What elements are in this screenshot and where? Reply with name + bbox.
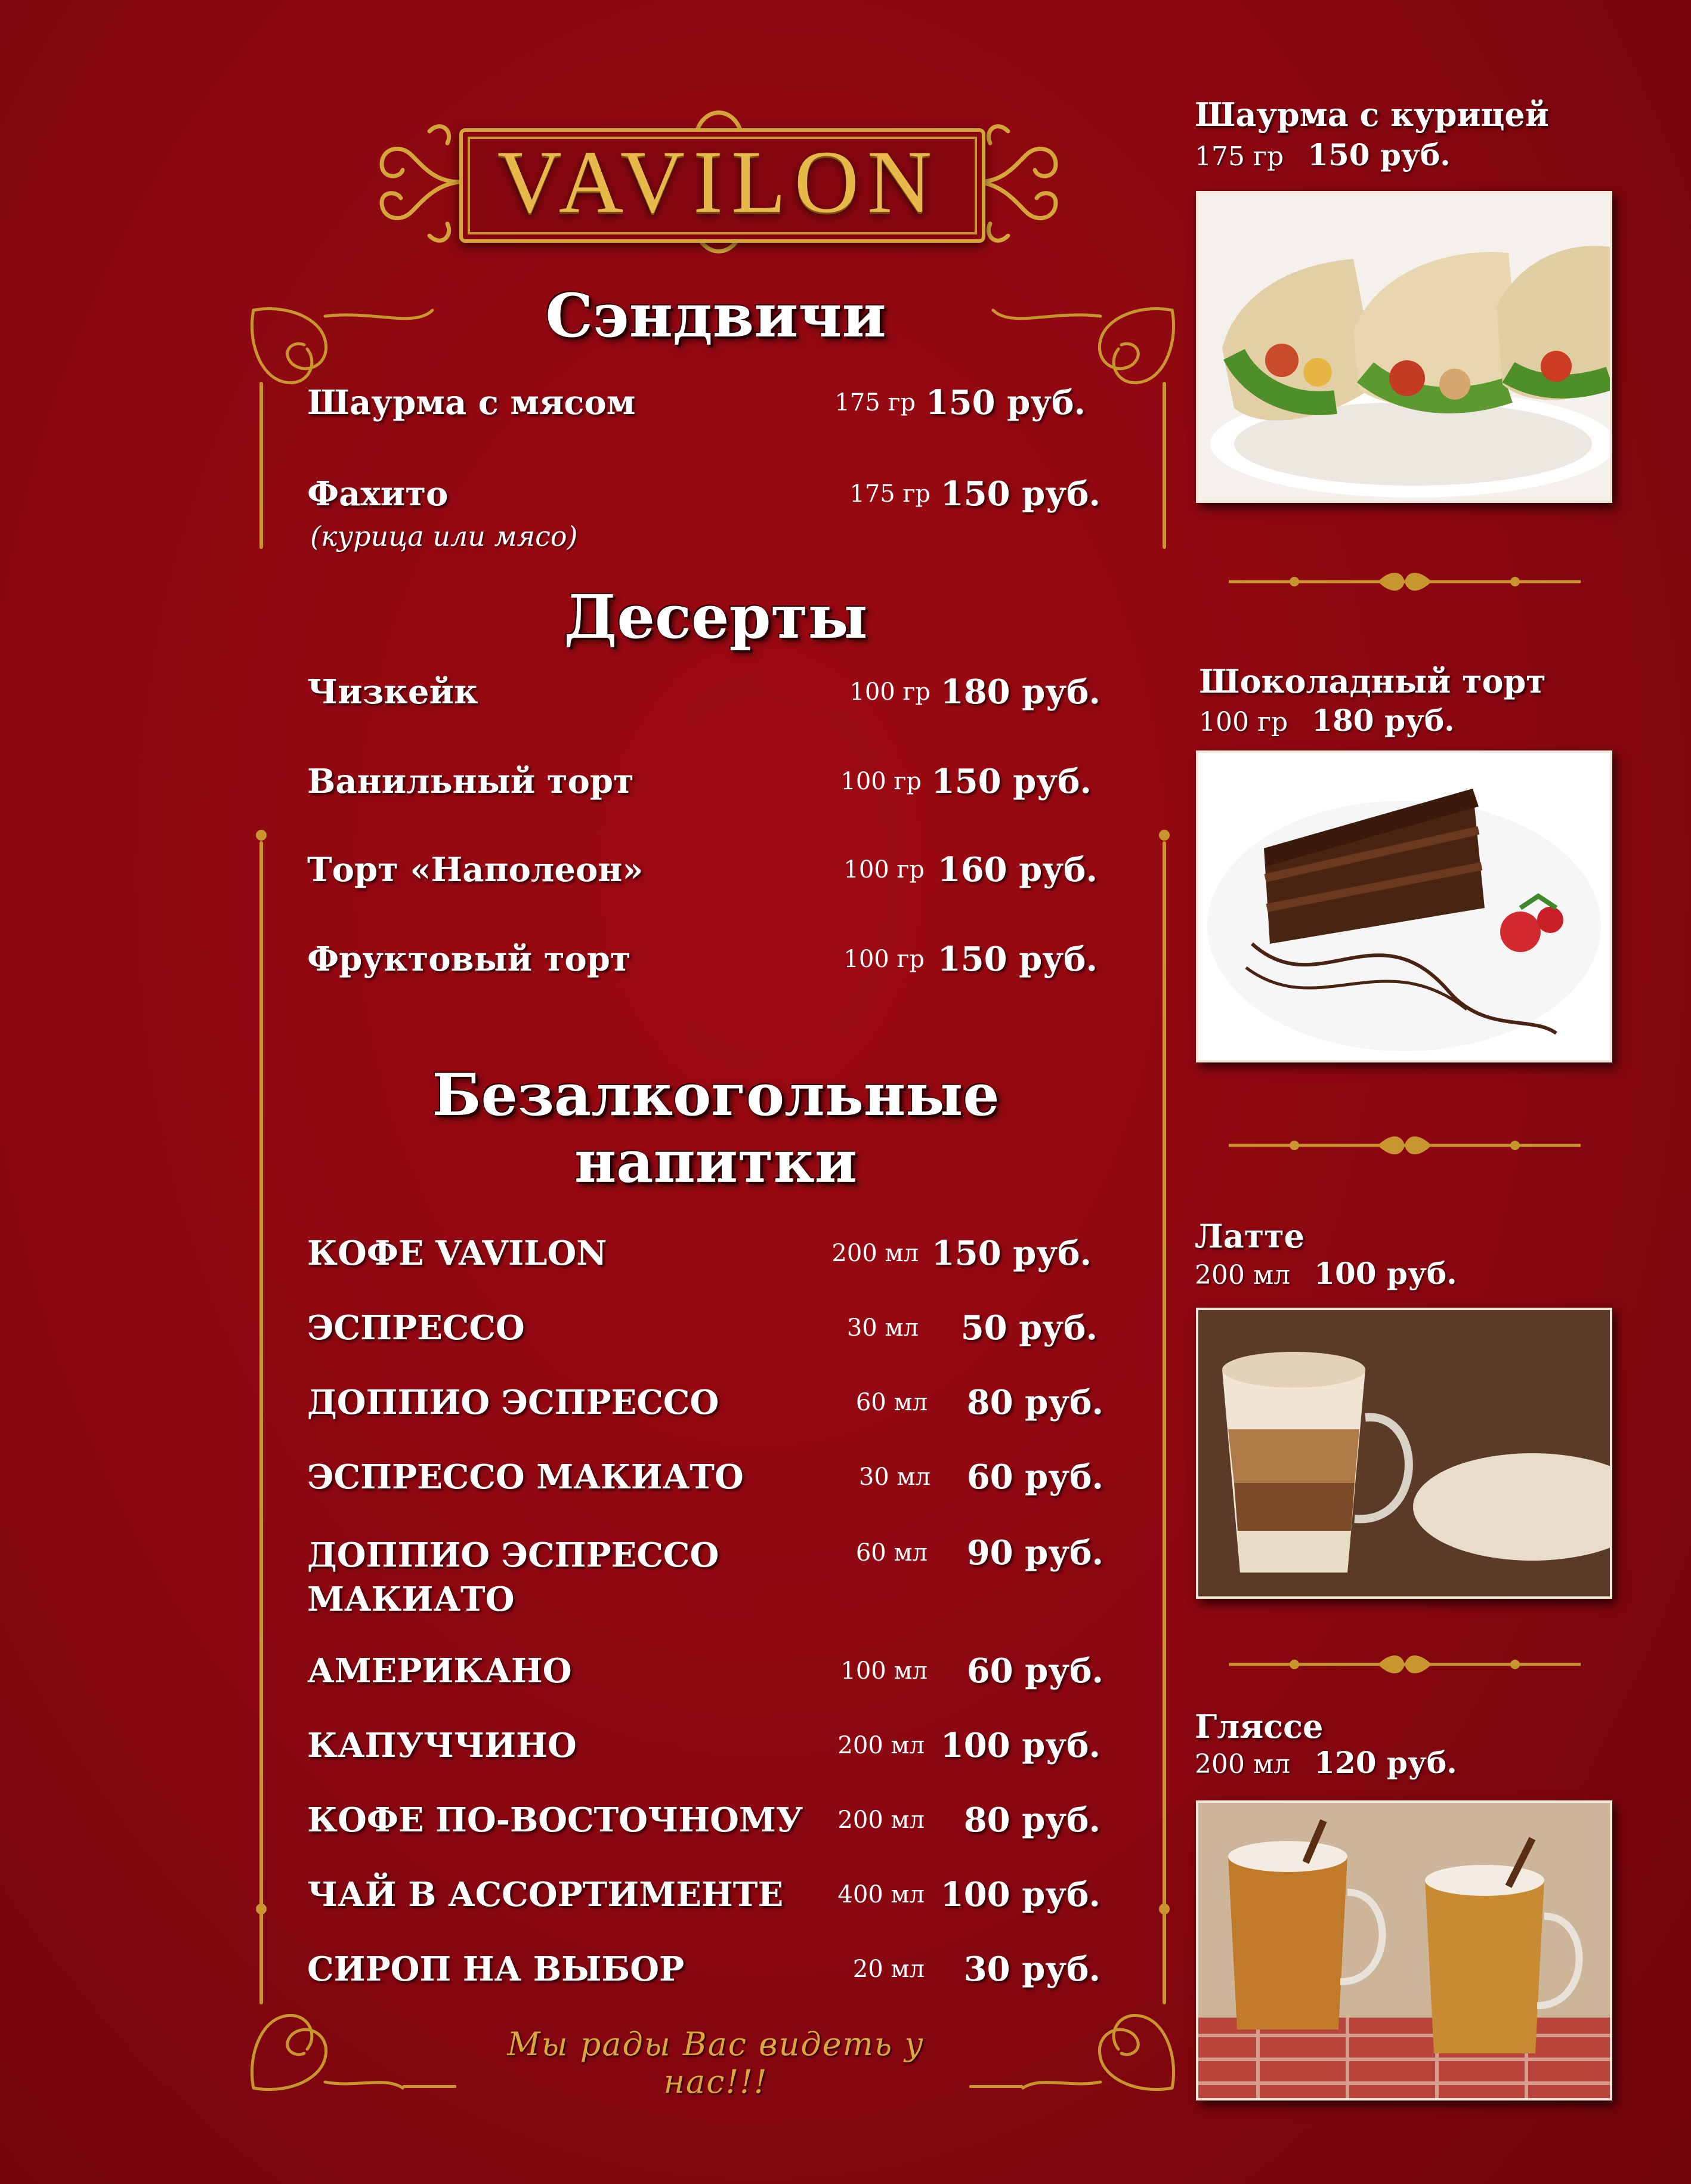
featured-qty: 200 мл — [1195, 1260, 1291, 1290]
featured-price: 120 руб. — [1314, 1745, 1457, 1780]
item-qty: 60 мл — [855, 1389, 928, 1416]
item-qty: 20 мл — [852, 1956, 925, 1983]
item-qty: 100 гр — [840, 768, 922, 795]
latte-photo — [1196, 1308, 1612, 1599]
item-price: 30 руб. — [963, 1950, 1100, 1989]
menu-item — [307, 850, 1106, 892]
item-qty: 30 мл — [846, 1314, 919, 1342]
item-price: 150 руб. — [931, 762, 1092, 801]
menu-item — [307, 1800, 1106, 1842]
item-qty: 100 гр — [849, 678, 930, 706]
item-price: 180 руб. — [940, 672, 1100, 712]
logo-text: VAVILON — [497, 132, 941, 231]
item-name: Ванильный торт — [307, 762, 634, 801]
item-price: 150 руб. — [931, 1234, 1092, 1273]
featured-price: 150 руб. — [1307, 137, 1451, 172]
item-qty: 175 гр — [849, 480, 930, 508]
menu-item — [307, 383, 1106, 425]
item-name: ЭСПРЕССО МАКИАТО — [307, 1457, 744, 1497]
glace-photo — [1196, 1800, 1612, 2100]
menu-item — [307, 1651, 1106, 1693]
item-note: (курица или мясо) — [310, 520, 578, 552]
menu-item — [307, 672, 1106, 714]
item-qty: 400 мл — [837, 1881, 925, 1908]
menu-item — [307, 1383, 1106, 1425]
item-price: 60 руб. — [966, 1457, 1103, 1497]
item-price: 90 руб. — [966, 1533, 1103, 1573]
featured-name: Латте — [1195, 1217, 1305, 1255]
gold-divider — [1223, 1133, 1587, 1157]
item-price: 80 руб. — [966, 1383, 1103, 1422]
item-name: КОФЕ VAVILON — [307, 1234, 607, 1273]
item-name: ЧАЙ В АССОРТИМЕНТЕ — [307, 1875, 784, 1914]
featured-qty-price — [1199, 703, 1455, 738]
featured-name: Шаурма с курицей — [1195, 95, 1549, 134]
item-name: КАПУЧЧИНО — [307, 1726, 577, 1765]
item-qty: 30 мл — [858, 1463, 930, 1491]
vavilon-logo — [364, 95, 1074, 268]
item-price: 150 руб. — [940, 474, 1100, 514]
menu-item — [307, 1875, 1106, 1917]
gold-divider — [1223, 1652, 1587, 1676]
item-qty: 175 гр — [834, 389, 916, 416]
section-title-drinks-line2: напитки — [574, 1128, 857, 1196]
item-qty: 60 мл — [855, 1539, 928, 1567]
featured-qty-price — [1195, 1256, 1457, 1291]
item-name — [307, 1533, 719, 1621]
chocolate-cake-photo — [1196, 750, 1612, 1062]
featured-name: Шоколадный торт — [1199, 662, 1546, 700]
item-name: ЭСПРЕССО — [307, 1308, 525, 1348]
item-name: Фахито — [307, 474, 449, 514]
featured-qty-price — [1195, 1745, 1457, 1780]
menu-item — [307, 1726, 1106, 1768]
item-price: 50 руб. — [960, 1308, 1098, 1348]
item-qty: 100 гр — [843, 856, 925, 884]
featured-price: 180 руб. — [1312, 703, 1455, 738]
section-title-desserts: Десерты — [564, 582, 868, 652]
item-price: 100 руб. — [940, 1875, 1100, 1914]
item-qty: 200 мл — [831, 1240, 919, 1267]
section-title-drinks — [346, 1062, 1086, 1196]
menu-item — [307, 1234, 1106, 1275]
featured-qty: 200 мл — [1195, 1749, 1291, 1780]
item-qty: 200 мл — [837, 1806, 925, 1834]
item-qty: 100 мл — [840, 1657, 928, 1685]
gold-divider — [1223, 570, 1587, 594]
item-name: Торт «Наполеон» — [307, 850, 644, 889]
item-price: 80 руб. — [963, 1800, 1100, 1840]
featured-qty-price — [1195, 137, 1451, 172]
item-price: 160 руб. — [937, 850, 1098, 889]
menu-item — [307, 1533, 1106, 1617]
section-title-drinks-line1: Безалкогольные — [432, 1061, 1000, 1129]
item-name: ДОППИО ЭСПРЕССО — [307, 1383, 719, 1422]
menu-item — [307, 1308, 1106, 1350]
menu-item — [307, 474, 1106, 516]
item-name-line1: ДОППИО ЭСПРЕССО — [307, 1536, 719, 1575]
item-name: КОФЕ ПО-ВОСТОЧНОМУ — [307, 1800, 803, 1840]
chicken-shawarma-photo — [1196, 191, 1612, 503]
featured-name: Гляссе — [1195, 1707, 1324, 1746]
item-name: СИРОП НА ВЫБОР — [307, 1950, 685, 1989]
item-price: 150 руб. — [937, 940, 1098, 979]
item-name: АМЕРИКАНО — [307, 1651, 572, 1691]
item-name: Фруктовый торт — [307, 940, 631, 979]
menu-item — [307, 1457, 1106, 1499]
featured-qty: 175 гр — [1195, 141, 1284, 172]
menu-item — [307, 1950, 1106, 1991]
featured-price: 100 руб. — [1314, 1256, 1457, 1291]
item-name-line2: МАКИАТО — [307, 1580, 515, 1619]
item-name: Чизкейк — [307, 672, 478, 712]
section-title-sandwiches: Сэндвичи — [545, 280, 886, 351]
menu-item — [307, 940, 1106, 981]
item-qty: 200 мл — [837, 1732, 925, 1759]
item-price: 60 руб. — [966, 1651, 1103, 1691]
item-name: Шаурма с мясом — [307, 383, 636, 422]
item-price: 150 руб. — [925, 383, 1086, 422]
menu-item — [307, 762, 1106, 804]
item-qty: 100 гр — [843, 946, 925, 973]
featured-qty: 100 гр — [1199, 707, 1288, 737]
footer-slogan: Мы рады Вас видеть у нас!!! — [507, 2025, 925, 2100]
item-price: 100 руб. — [940, 1726, 1100, 1765]
